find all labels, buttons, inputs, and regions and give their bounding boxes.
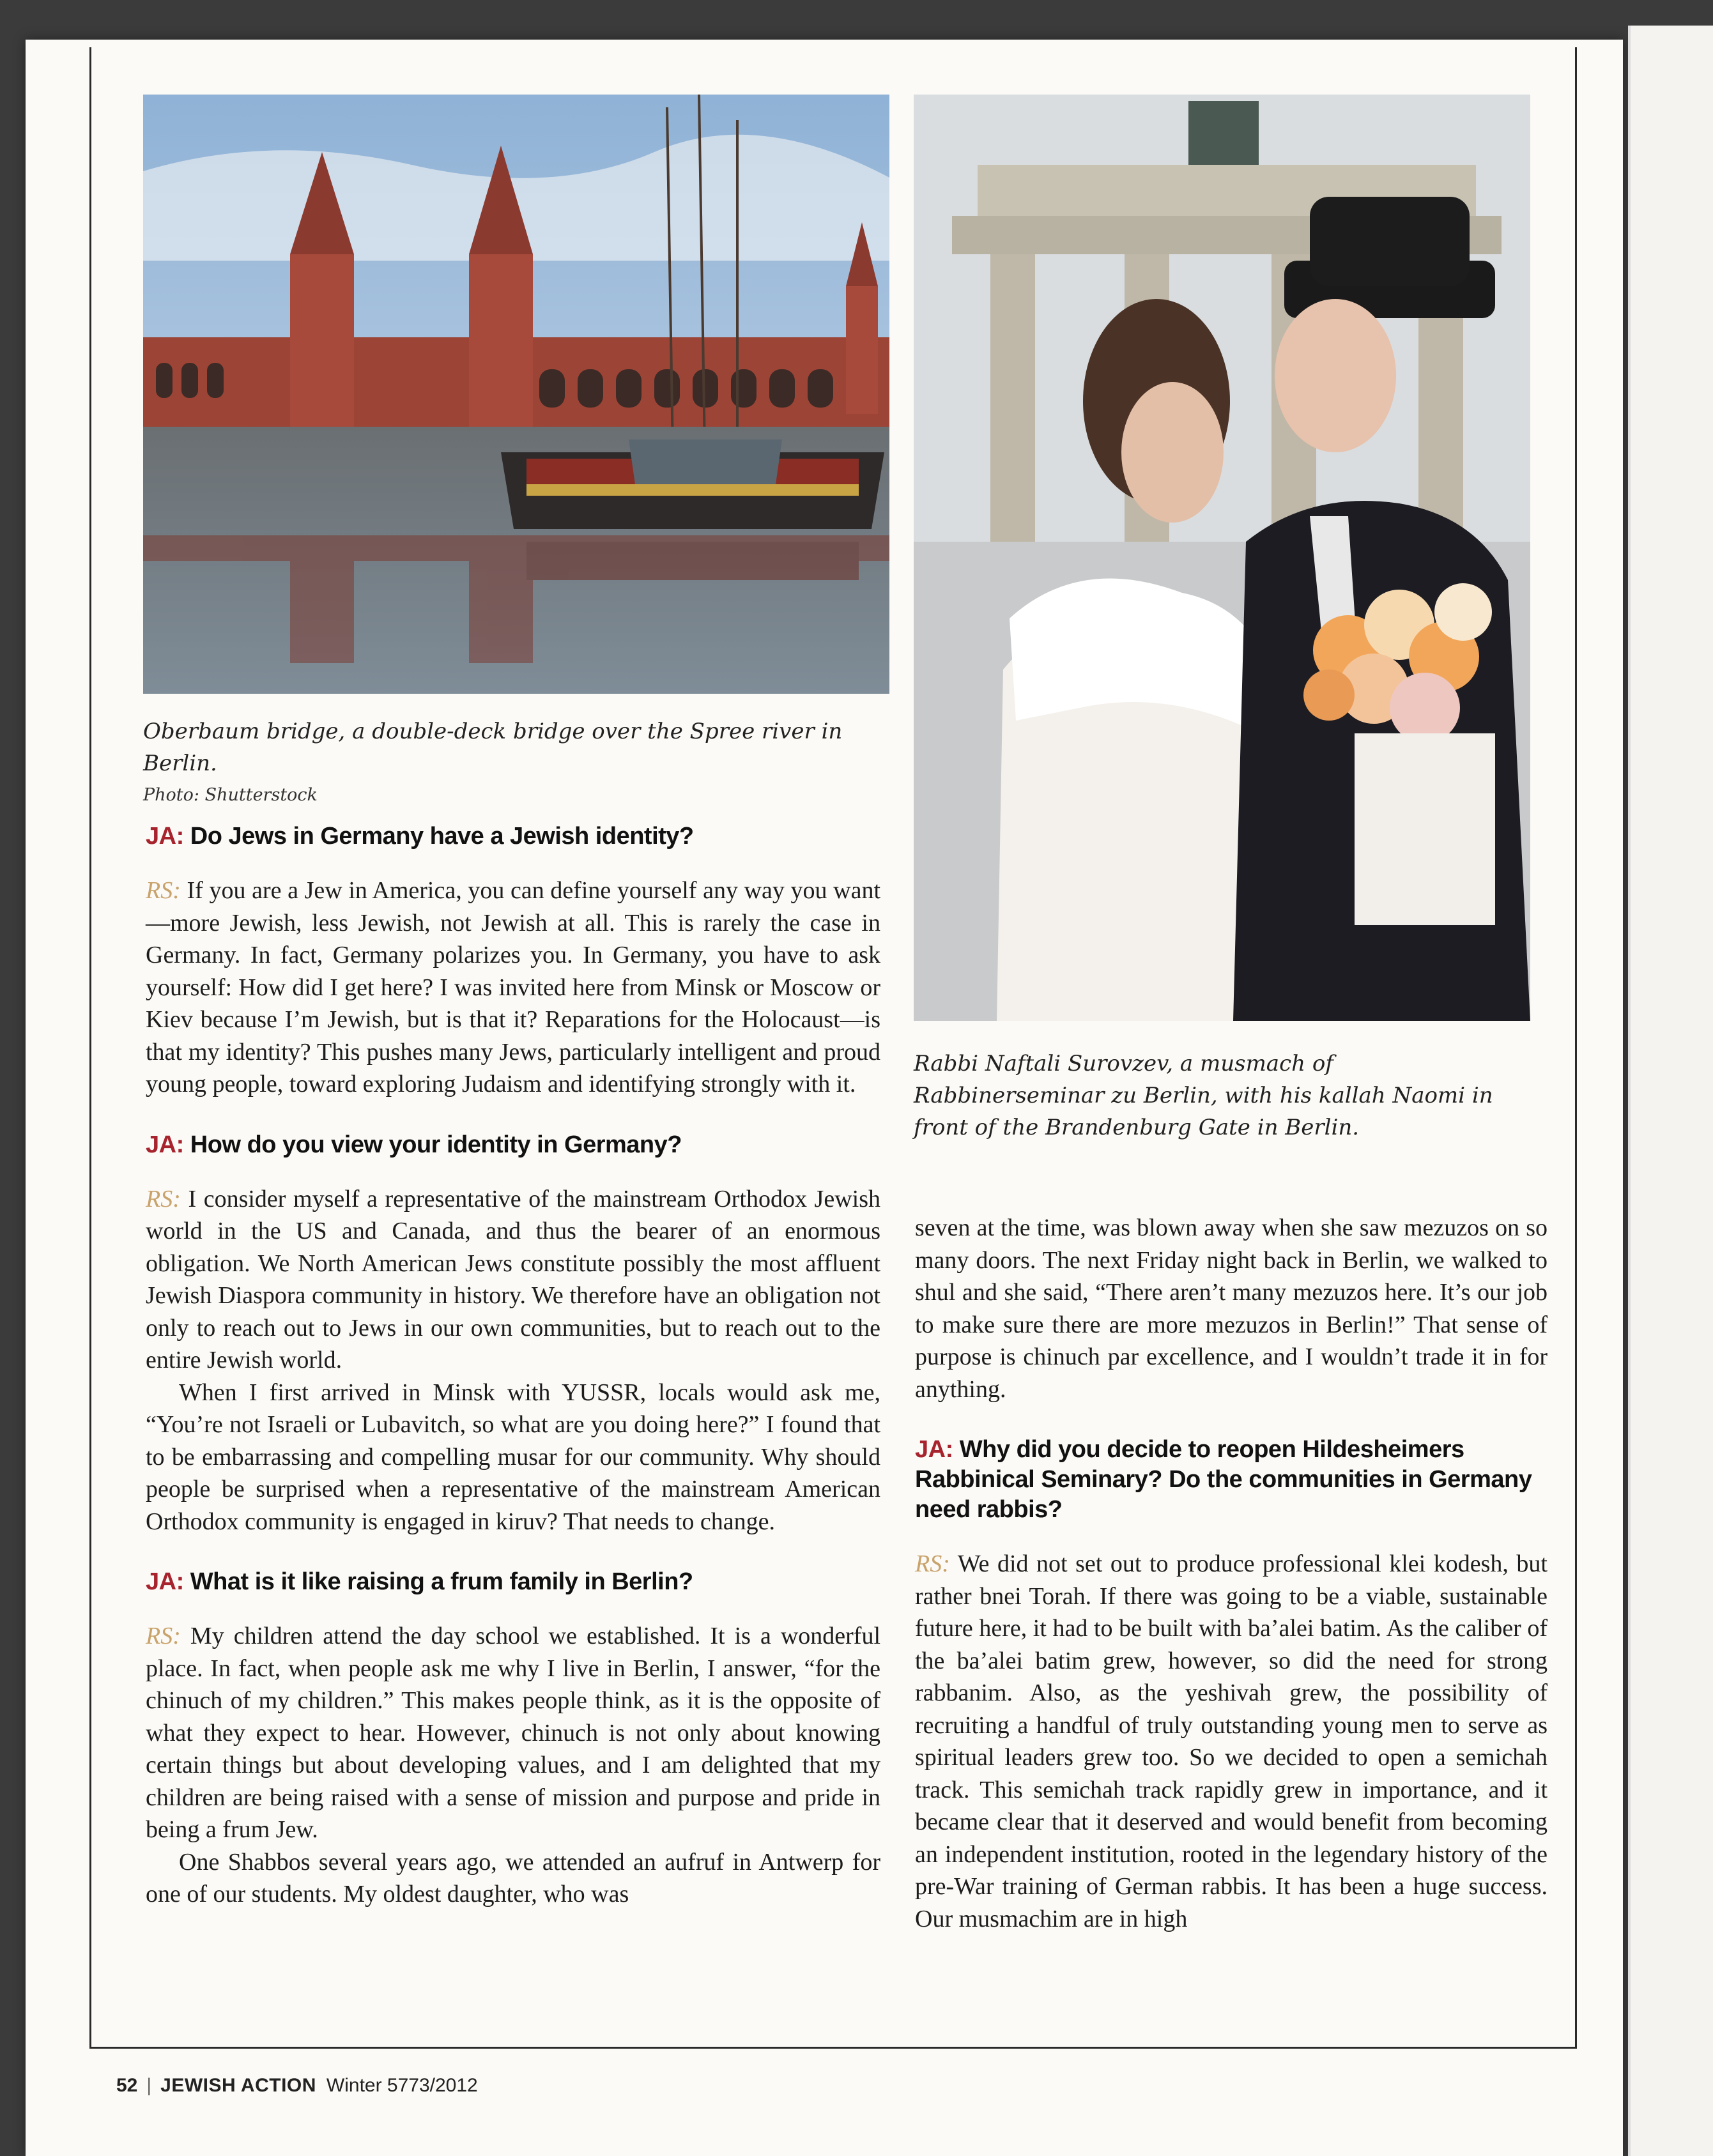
page-number: 52 [116,2075,138,2096]
question-4: JA: Why did you decide to reopen Hildesheimers Rabbinical Seminary? Do the communities in Germany need rabbis? [915,1436,1532,1523]
caption-text: Rabbi Naftali Surovzev, a musmach of Rabbinerseminar zu Berlin, with his kallah Naomi in front of the Brandenburg Gate in Berlin. [914,1051,1493,1140]
photo-credit: Photo: Shutterstock [143,785,318,805]
answer-1: RS: If you are a Jew in America, you can define yourself any way you want—more Jewish, less Jewish, not Jewish at all. This is rarely the case in Germany. In fact, Germany polarizes you. In Germany, you have to ask yourself: How did I get here? I was invited here from Minsk or Moscow or Kiev because I’m Jewish, but is that it? Reparations for the Holocaust—is that my identity? This pushes many Jews, particularly intelligent and proud young people, toward exploring Judaism and identifying strongly with it. [146,877,881,1097]
oberbaum-bridge-photo [143,95,889,694]
caption-text: Oberbaum bridge, a double-deck bridge over the Spree river in Berlin. [143,719,843,776]
question-2: JA: How do you view your identity in Germany? [146,1131,682,1158]
respondent-label: RS: [146,877,181,904]
page-footer: 52 | JEWISH ACTION Winter 5773/2012 [116,2075,478,2096]
photo-caption-wedding [914,1048,1527,1143]
next-page-edge [1628,26,1713,2156]
answer-3: RS: My children attend the day school we established. It is a wonderful place. In fact, when people ask me why I live in Berlin, I answer, “for the chinuch of my children.” This makes people think, as it is the opposite of what they expect to hear. However, chinuch is not only about knowing certain things but about developing values, and I am delighted that my children are being raised with a sense of mission and purpose and pride in being a frum Jew. [146,1623,881,1843]
left-column [146,792,880,1911]
answer-2: RS: I consider myself a representative of the mainstream Orthodox Jewish world in the US and Canada, and thus the bearer of an enormous obligation. We North American Jews constitute possibly the most affluent Jewish Diaspora community in history. We therefore have an obligation not only to reach out to Jews in our own communities, but to reach out to the entire Jewish world. [146,1185,880,1373]
right-column [915,1212,1548,1935]
question-3: JA: What is it like raising a frum family in Berlin? [146,1568,693,1595]
respondent-label: RS: [915,1550,950,1577]
answer-4: RS: We did not set out to produce professional klei kodesh, but rather bnei Torah. If there was going to be a viable, sustainable future here, it had to be built with ba’alei batim. As the caliber of the ba’alei batim grew, however, so did the need for strong rabbanim. Also, as the yeshivah grew, the possibility of recruiting a handful of truly outstanding young men to serve as spiritual leaders grew too. So we decided to open a semichah track. This semichah track rapidly grew in importance, and it became clear that it deserved and would benefit from becoming an independent institution, rooted in the legendary history of the pre-War training of German rabbis. It has been a huge success. Our musmachim are in high [915,1550,1548,1932]
issue-label: Winter 5773/2012 [326,2075,478,2096]
interviewer-label: JA: [146,1568,184,1595]
interviewer-label: JA: [915,1436,953,1463]
magazine-name: JEWISH ACTION [160,2075,316,2096]
answer-3-continued-right: seven at the time, was blown away when she saw mezuzos on so many doors. The next Friday night back in Berlin, we walked to shul and she said, “There aren’t many mezuzos here. It’s our job to make sure there are more mezuzos in Berlin!” That sense of purpose is chinuch par excellence, and I wouldn’t trade it in for anything. [915,1214,1548,1403]
answer-2-continued: When I first arrived in Minsk with YUSSR, locals would ask me, “You’re not Israeli or Lubavitch, so what are you doing here?” I found that to be embarrassing and compelling musar for our community. Why should people be surprised when a representative of the mainstream American Orthodox community is engaged in kiruv? That needs to change. [146,1379,880,1535]
interviewer-label: JA: [146,823,184,850]
respondent-label: RS: [146,1185,181,1212]
respondent-label: RS: [146,1623,181,1649]
answer-3-continued: One Shabbos several years ago, we attended an aufruf in Antwerp for one of our students. My oldest daughter, who was [146,1848,880,1908]
question-1: JA: Do Jews in Germany have a Jewish identity? [146,823,694,850]
wedding-couple-photo [914,95,1530,1021]
interviewer-label: JA: [146,1131,184,1158]
